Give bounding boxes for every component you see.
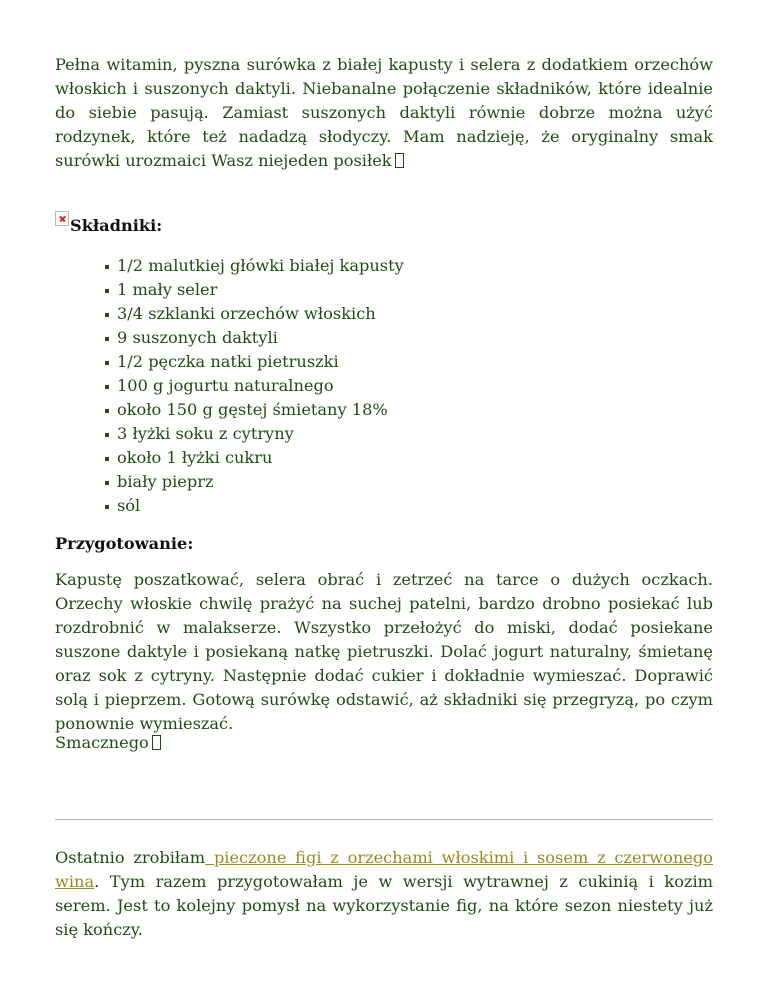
next-post-after: . Tym razem przygotowałam je w wersji wytrawnej z cukinią i kozim serem. Jest to kolejny pomysł na wykorzystanie fig, na które sezon niestety już się kończy. (55, 872, 713, 939)
list-item: 1/2 pęczka natki pietruszki (104, 350, 404, 374)
ingredients-heading (55, 214, 162, 238)
list-item: około 1 łyżki cukru (104, 446, 404, 470)
broken-image-icon (55, 211, 69, 226)
divider (55, 819, 713, 820)
figs-recipe-link[interactable]: pieczone figi z orzechami włoskimi i sosem z czerwonego wina (55, 848, 713, 891)
list-item: sól (104, 494, 404, 518)
list-item: 3/4 szklanki orzechów włoskich (104, 302, 404, 326)
list-item: 100 g jogurtu naturalnego (104, 374, 404, 398)
list-item: 9 suszonych daktyli (104, 326, 404, 350)
preparation-paragraph: Kapustę poszatkować, selera obrać i zetrzeć na tarce o dużych oczkach. Orzechy włoskie chwilę prażyć na suchej patelni, bardzo drobno posiekać lub rozdrobnić w malakserze. Wszystko przełożyć do miski, dodać posiekane suszone daktyle i posiekaną natkę pietruszki. Dolać jogurt naturalny, śmietanę oraz sok z cytryny. Następnie dodać cukier i dokładnie wymieszać. Doprawić solą i pieprzem. Gotową surówkę odstawić, aż składniki się przegryzą, po czym ponownie wymieszać. (55, 570, 713, 733)
next-post-paragraph (55, 846, 713, 942)
preparation-heading: Przygotowanie: (55, 534, 194, 553)
intro-paragraph (55, 53, 713, 173)
missing-glyph-icon (152, 735, 161, 750)
closing-text: Smacznego (55, 733, 149, 752)
list-item: około 150 g gęstej śmietany 18% (104, 398, 404, 422)
ingredients-list (104, 254, 404, 518)
list-item: biały pieprz (104, 470, 404, 494)
missing-glyph-icon (395, 153, 404, 168)
closing-line (55, 731, 161, 755)
next-post-before: Ostatnio zrobiłam (55, 848, 206, 867)
list-item: 1/2 malutkiej główki białej kapusty (104, 254, 404, 278)
list-item: 3 łyżki soku z cytryny (104, 422, 404, 446)
list-item: 1 mały seler (104, 278, 404, 302)
intro-text: Pełna witamin, pyszna surówka z białej kapusty i selera z dodatkiem orzechów włoskich i suszonych daktyli. Niebanalne połączenie składników, które idealnie do siebie pasują. Zamiast suszonych daktyli równie dobrze można użyć rodzynek, które też nadadzą słodyczy. Mam nadzieję, że oryginalny smak surówki urozmaici Wasz niejeden posiłek (55, 55, 713, 170)
ingredients-heading-text: Składniki: (70, 216, 163, 235)
